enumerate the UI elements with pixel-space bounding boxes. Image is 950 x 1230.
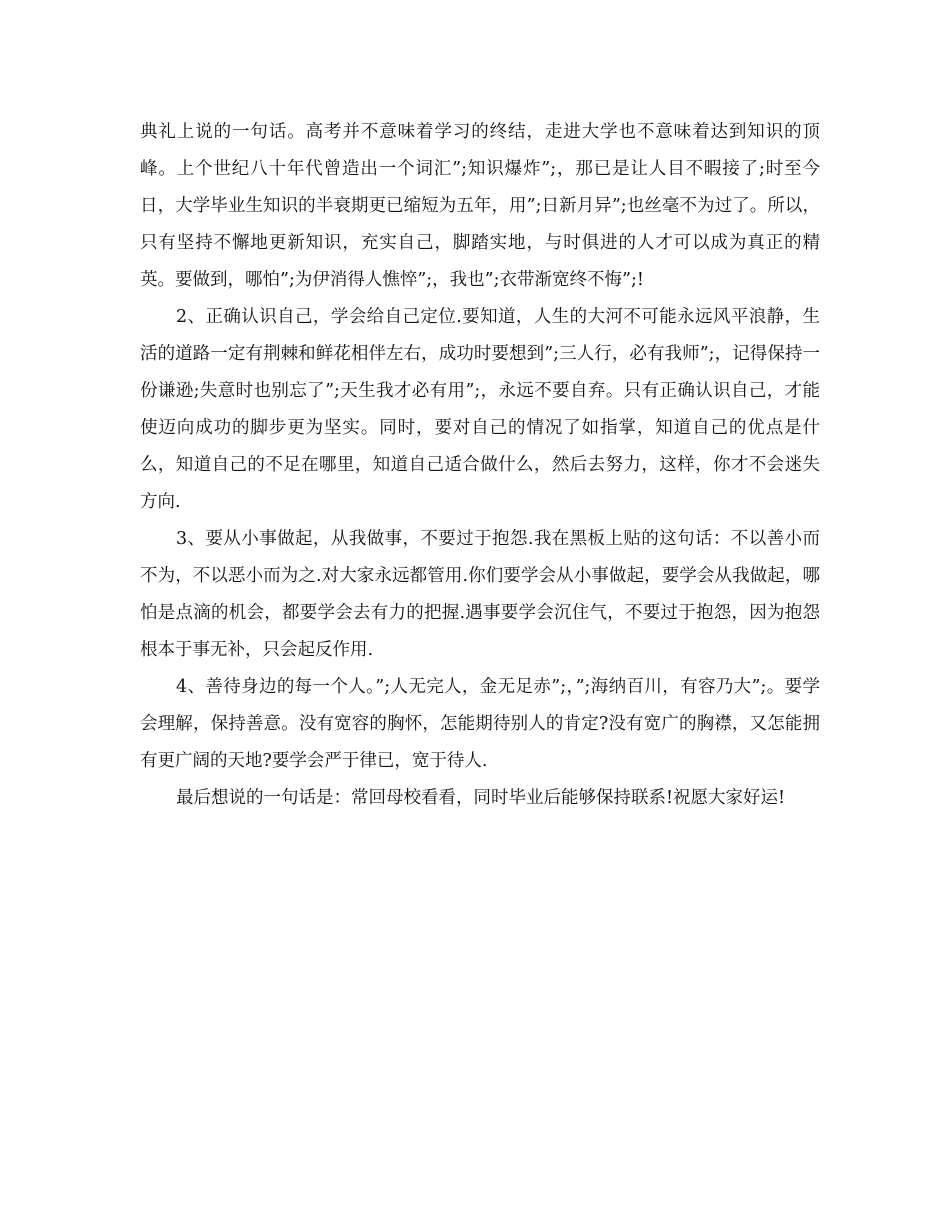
paragraph-closing: 最后想说的一句话是：常回母校看看，同时毕业后能够保持联系!祝愿大家好运!	[176, 788, 786, 808]
paragraph-continued: 典礼上说的一句话。高考并不意味着学习的终结，走进大学也不意味着达到知识的顶峰。上个世纪八十年代曾造出一个词汇”;知识爆炸”;，那已是让人目不暇接了;时至今日，大学毕业生知识的半衰期更已缩短为五年，用”;日新月异”;也丝毫不为过了。所以，只有坚持不懈地更新知识，充实自己，脚踏实地，与时俱进的人才可以成为真正的精英。要做到，哪怕”;为伊消得人憔悴”;，我也”;衣带渐宽终不悔”;!	[140, 122, 820, 290]
paragraph-item-2: 2、正确认识自己，学会给自己定位.要知道，人生的大河不可能永远风平浪静，生活的道路一定有荆棘和鲜花相伴左右，成功时要想到”;三人行，必有我师”;，记得保持一份谦逊;失意时也别忘了”;天生我才必有用”;，永远不要自弃。只有正确认识自己，才能使迈向成功的脚步更为坚实。同时，要对自己的情况了如指掌，知道自己的优点是什么，知道自己的不足在哪里，知道自己适合做什么，然后去努力，这样，你才不会迷失方向.	[140, 307, 820, 512]
paragraph-item-4: 4、善待身边的每一个人。”;人无完人，金无足赤”;，”;海纳百川，有容乃大”;。要学会理解，保持善意。没有宽容的胸怀，怎能期待别人的肯定?没有宽广的胸襟，又怎能拥有更广阔的天地?要学会严于律已，宽于待人.	[140, 677, 820, 771]
document-body	[140, 114, 820, 817]
paragraph-item-3: 3、要从小事做起，从我做事，不要过于抱怨.我在黑板上贴的这句话：不以善小而不为，不以恶小而为之.对大家永远都管用.你们要学会从小事做起，要学会从我做起，哪怕是点滴的机会，都要学会去有力的把握.遇事要学会沉住气，不要过于抱怨，因为抱怨根本于事无补，只会起反作用.	[140, 529, 820, 660]
